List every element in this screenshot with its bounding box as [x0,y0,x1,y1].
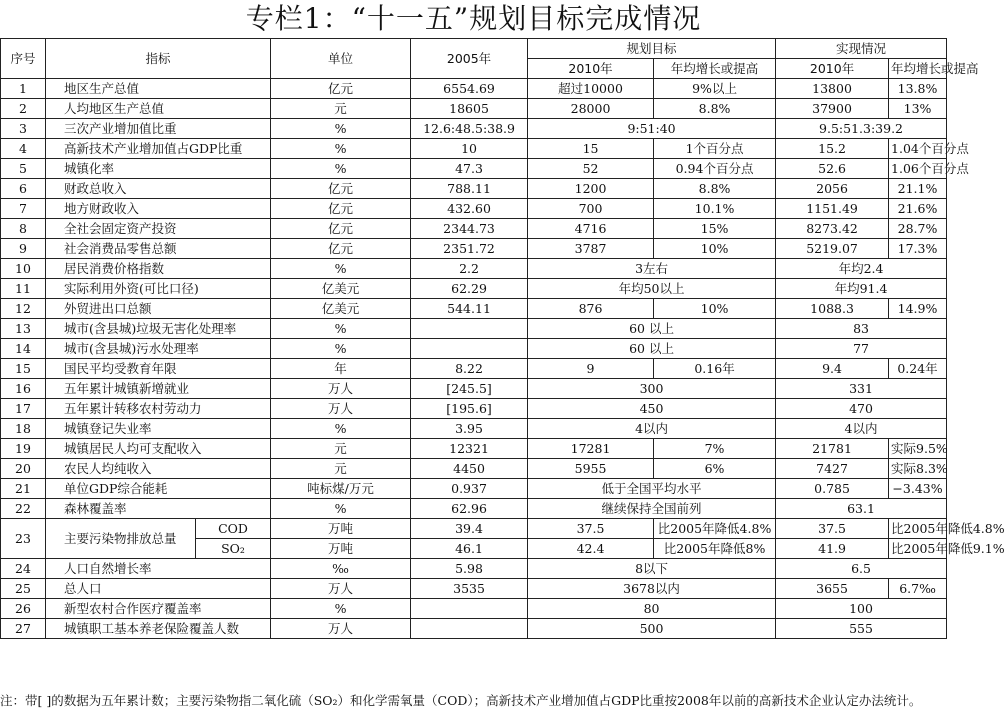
unit-cell: 亿美元 [271,299,411,319]
unit-cell: % [271,259,411,279]
actual-2010: 21781 [776,439,889,459]
header-unit: 单位 [271,39,411,79]
row-number: 18 [1,419,46,439]
unit-cell: 亿元 [271,199,411,219]
table-row [1,339,947,359]
row-number: 16 [1,379,46,399]
unit-cell: % [271,599,411,619]
header-2005: 2005年 [411,39,528,79]
row-number: 12 [1,299,46,319]
value-2005: 2351.72 [411,239,528,259]
indicator-name: 财政总收入 [46,179,271,199]
unit-cell: 万吨 [271,519,411,539]
unit-cell: 万人 [271,619,411,639]
plan-growth: 10.1% [654,199,776,219]
table-row [1,479,947,499]
unit-cell: % [271,339,411,359]
plan-growth: 比2005年降低8% [654,539,776,559]
row-number: 20 [1,459,46,479]
unit-cell: ‰ [271,559,411,579]
table-row [1,99,947,119]
value-2005: 3.95 [411,419,528,439]
indicator-name: 全社会固定资产投资 [46,219,271,239]
value-2005: 18605 [411,99,528,119]
indicator-name: 高新技术产业增加值占GDP比重 [46,139,271,159]
row-number: 7 [1,199,46,219]
plan-target: 80 [528,599,776,619]
value-2005: 46.1 [411,539,528,559]
value-2005: 544.11 [411,299,528,319]
actual-2010: 1151.49 [776,199,889,219]
actual-result: 年均91.4 [776,279,947,299]
actual-growth: −3.43% [889,479,947,499]
plan-2010: 37.5 [528,519,654,539]
unit-cell: % [271,499,411,519]
row-number: 19 [1,439,46,459]
row-number: 10 [1,259,46,279]
unit-cell: 年 [271,359,411,379]
pollutant-label: COD [196,519,271,539]
table-row [1,219,947,239]
indicator-name: 城镇职工基本养老保险覆盖人数 [46,619,271,639]
value-2005: 0.937 [411,479,528,499]
table-row [1,299,947,319]
row-number: 17 [1,399,46,419]
value-2005: 62.29 [411,279,528,299]
plan-growth: 9%以上 [654,79,776,99]
row-number: 27 [1,619,46,639]
unit-cell: 元 [271,459,411,479]
value-2005 [411,319,528,339]
plan-growth: 比2005年降低4.8% [654,519,776,539]
table-row [1,399,947,419]
row-number: 6 [1,179,46,199]
actual-result: 470 [776,399,947,419]
indicator-name: 总人口 [46,579,271,599]
indicator-name: 城镇居民人均可支配收入 [46,439,271,459]
table-row [1,599,947,619]
value-2005: 2.2 [411,259,528,279]
value-2005: 12321 [411,439,528,459]
indicator-name: 单位GDP综合能耗 [46,479,271,499]
actual-2010: 13800 [776,79,889,99]
value-2005: 2344.73 [411,219,528,239]
table-row [1,499,947,519]
table-row [1,459,947,479]
value-2005 [411,599,528,619]
table-row [1,119,947,139]
value-2005: 432.60 [411,199,528,219]
value-2005: 10 [411,139,528,159]
unit-cell: % [271,319,411,339]
unit-cell: 元 [271,99,411,119]
unit-cell: 元 [271,439,411,459]
plan-target: 450 [528,399,776,419]
header-indicator: 指标 [46,39,271,79]
actual-2010: 3655 [776,579,889,599]
indicator-name: 城市(含县城)垃圾无害化处理率 [46,319,271,339]
actual-result: 6.5 [776,559,947,579]
row-number: 9 [1,239,46,259]
actual-2010: 1088.3 [776,299,889,319]
plan-growth: 1个百分点 [654,139,776,159]
page-title: 专栏1：“十一五”规划目标完成情况 [245,2,702,35]
actual-2010: 0.785 [776,479,889,499]
actual-2010: 7427 [776,459,889,479]
plan-growth: 8.8% [654,179,776,199]
plan-growth: 0.16年 [654,359,776,379]
unit-cell: 万吨 [271,539,411,559]
unit-cell: 亿元 [271,239,411,259]
row-number: 2 [1,99,46,119]
actual-growth: 6.7‰ [889,579,947,599]
table-row [1,179,947,199]
row-number: 21 [1,479,46,499]
actual-2010: 52.6 [776,159,889,179]
plan-2010: 17281 [528,439,654,459]
header-plan: 规划目标 [528,39,776,59]
actual-growth: 比2005年降低4.8% [889,519,947,539]
plan-2010: 42.4 [528,539,654,559]
unit-cell: % [271,119,411,139]
table-row [1,139,947,159]
table-row [1,199,947,219]
actual-growth: 28.7% [889,219,947,239]
value-2005: [245.5] [411,379,528,399]
value-2005: 3535 [411,579,528,599]
value-2005: 47.3 [411,159,528,179]
actual-2010: 2056 [776,179,889,199]
actual-growth: 14.9% [889,299,947,319]
value-2005: 4450 [411,459,528,479]
unit-cell: % [271,419,411,439]
plan-2010: 3787 [528,239,654,259]
plan-target: 低于全国平均水平 [528,479,776,499]
actual-result: 83 [776,319,947,339]
indicator-name: 地区生产总值 [46,79,271,99]
table-row [1,359,947,379]
actual-result: 77 [776,339,947,359]
actual-2010: 41.9 [776,539,889,559]
indicator-name: 社会消费品零售总额 [46,239,271,259]
plan-growth: 7% [654,439,776,459]
plan-target: 3左右 [528,259,776,279]
indicator-name: 人均地区生产总值 [46,99,271,119]
actual-growth: 21.6% [889,199,947,219]
actual-growth: 17.3% [889,239,947,259]
row-number: 4 [1,139,46,159]
pollutant-label: SO₂ [196,539,271,559]
footnote: 注：带[ ]的数据为五年累计数；主要污染物指二氧化硫（SO₂）和化学需氧量（COD）；高新技术产业增加值占GDP比重按2008年以前的高新技术企业认定办法统计。 [0,693,922,708]
row-number: 23 [1,519,46,559]
table-row [1,619,947,639]
indicator-name: 国民平均受教育年限 [46,359,271,379]
plan-target: 9:51:40 [528,119,776,139]
indicator-name: 实际利用外资(可比口径) [46,279,271,299]
actual-growth: 0.24年 [889,359,947,379]
row-number: 26 [1,599,46,619]
header-plan-2010: 2010年 [528,59,654,79]
plan-growth: 8.8% [654,99,776,119]
plan-2010: 4716 [528,219,654,239]
unit-cell: 万人 [271,579,411,599]
plan-target: 60 以上 [528,339,776,359]
unit-cell: 亿元 [271,79,411,99]
row-number: 13 [1,319,46,339]
actual-2010: 9.4 [776,359,889,379]
indicator-name: 城市(含县城)污水处理率 [46,339,271,359]
actual-2010: 8273.42 [776,219,889,239]
actual-growth: 21.1% [889,179,947,199]
plan-target: 60 以上 [528,319,776,339]
plan-growth: 15% [654,219,776,239]
row-number: 14 [1,339,46,359]
plan-2010: 28000 [528,99,654,119]
unit-cell: 万人 [271,379,411,399]
row-number: 11 [1,279,46,299]
plan-2010: 52 [528,159,654,179]
actual-result: 9.5:51.3:39.2 [776,119,947,139]
indicator-name: 主要污染物排放总量 [46,519,196,559]
plan-target: 继续保持全国前列 [528,499,776,519]
header-plan-growth: 年均增长或提高 [654,59,776,79]
value-2005: 62.96 [411,499,528,519]
value-2005 [411,619,528,639]
plan-growth: 6% [654,459,776,479]
actual-2010: 15.2 [776,139,889,159]
table-row [1,379,947,399]
header-seq: 序号 [1,39,46,79]
value-2005 [411,339,528,359]
actual-2010: 5219.07 [776,239,889,259]
value-2005: 39.4 [411,519,528,539]
actual-result: 4以内 [776,419,947,439]
unit-cell: 亿美元 [271,279,411,299]
value-2005: 788.11 [411,179,528,199]
table-row [1,559,947,579]
actual-growth: 实际9.5% [889,439,947,459]
unit-cell: 亿元 [271,179,411,199]
indicator-name: 人口自然增长率 [46,559,271,579]
indicator-name: 三次产业增加值比重 [46,119,271,139]
header-actual: 实现情况 [776,39,947,59]
table-row [1,579,947,599]
actual-result: 63.1 [776,499,947,519]
actual-growth: 1.06个百分点 [889,159,947,179]
actual-growth: 实际8.3% [889,459,947,479]
plan-target: 500 [528,619,776,639]
unit-cell: 吨标煤/万元 [271,479,411,499]
plan-2010: 700 [528,199,654,219]
indicator-name: 五年累计城镇新增就业 [46,379,271,399]
actual-result: 100 [776,599,947,619]
value-2005: 5.98 [411,559,528,579]
header-actual-2010: 2010年 [776,59,889,79]
actual-result: 年均2.4 [776,259,947,279]
actual-growth: 13.8% [889,79,947,99]
indicator-name: 地方财政收入 [46,199,271,219]
unit-cell: 万人 [271,399,411,419]
row-number: 1 [1,79,46,99]
indicator-name: 农民人均纯收入 [46,459,271,479]
row-number: 25 [1,579,46,599]
actual-growth: 比2005年降低9.1% [889,539,947,559]
table-row [1,239,947,259]
table-row [1,519,947,539]
row-number: 15 [1,359,46,379]
row-number: 3 [1,119,46,139]
table-row [1,419,947,439]
value-2005: 8.22 [411,359,528,379]
table-row [1,79,947,99]
header-actual-growth: 年均增长或提高 [889,59,947,79]
indicator-name: 城镇登记失业率 [46,419,271,439]
table-row [1,439,947,459]
plan-2010: 1200 [528,179,654,199]
value-2005: 6554.69 [411,79,528,99]
value-2005: 12.6:48.5:38.9 [411,119,528,139]
plan-2010: 15 [528,139,654,159]
actual-result: 555 [776,619,947,639]
indicator-name: 森林覆盖率 [46,499,271,519]
targets-table [0,38,1005,639]
row-number: 8 [1,219,46,239]
indicator-name: 新型农村合作医疗覆盖率 [46,599,271,619]
table-row [1,259,947,279]
actual-result: 331 [776,379,947,399]
plan-growth: 10% [654,299,776,319]
indicator-name: 五年累计转移农村劳动力 [46,399,271,419]
indicator-name: 外贸进出口总额 [46,299,271,319]
actual-growth: 1.04个百分点 [889,139,947,159]
plan-target: 300 [528,379,776,399]
indicator-name: 城镇化率 [46,159,271,179]
plan-target: 3678以内 [528,579,776,599]
plan-2010: 9 [528,359,654,379]
plan-2010: 超过10000 [528,79,654,99]
row-number: 24 [1,559,46,579]
plan-growth: 0.94个百分点 [654,159,776,179]
plan-2010: 5955 [528,459,654,479]
plan-target: 4以内 [528,419,776,439]
value-2005: [195.6] [411,399,528,419]
row-number: 5 [1,159,46,179]
actual-2010: 37900 [776,99,889,119]
actual-2010: 37.5 [776,519,889,539]
plan-growth: 10% [654,239,776,259]
plan-target: 年均50以上 [528,279,776,299]
indicator-name: 居民消费价格指数 [46,259,271,279]
unit-cell: 亿元 [271,219,411,239]
unit-cell: % [271,139,411,159]
unit-cell: % [271,159,411,179]
plan-target: 8以下 [528,559,776,579]
table-row [1,319,947,339]
table-row [1,279,947,299]
table-row [1,159,947,179]
actual-growth: 13% [889,99,947,119]
plan-2010: 876 [528,299,654,319]
row-number: 22 [1,499,46,519]
